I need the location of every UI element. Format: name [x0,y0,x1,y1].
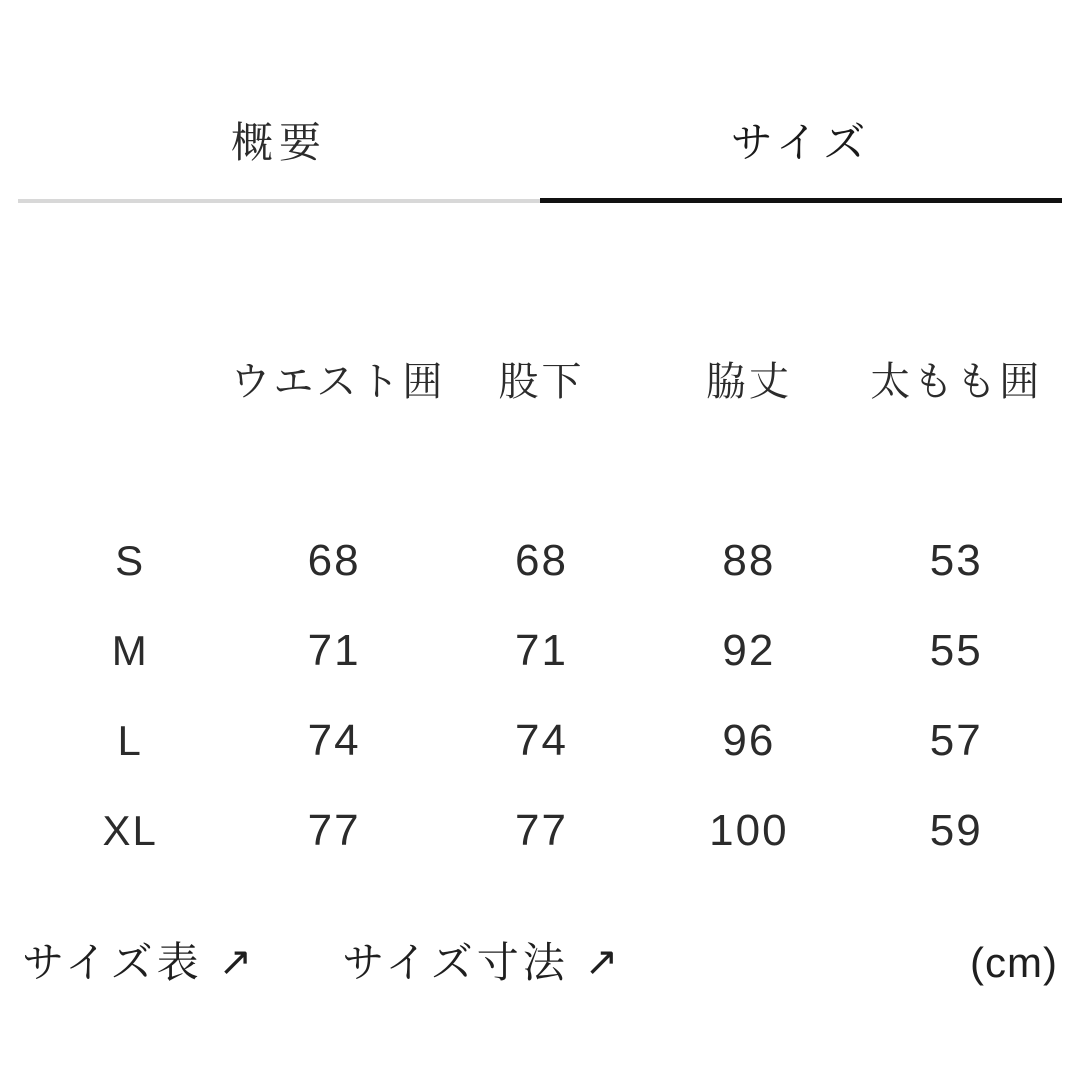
cell-xl-inseam: 77 [514,806,568,855]
tab-overview-label: 概要 [230,119,327,166]
size-chart-link[interactable] [22,930,256,990]
cell-s-thigh: 53 [929,536,983,585]
row-label-m: M [111,627,149,674]
footer-links [22,930,1058,990]
size-table-body [30,426,1060,876]
external-link-arrow-icon: ↗ [584,940,623,984]
cell-l-inseam: 74 [514,716,568,765]
cell-s-side-length: 88 [722,536,776,585]
table-spacer-row [30,426,1060,516]
row-label-s: S [115,537,146,584]
cell-s-inseam: 68 [514,536,568,585]
cell-xl-side-length: 100 [709,806,789,855]
size-measurement-link[interactable] [342,930,622,990]
tab-overview[interactable] [18,110,540,203]
table-row [30,696,1060,786]
cell-xl-waist: 77 [307,806,361,855]
column-header-waist: ウエスト囲 [230,359,446,404]
row-label-xl: XL [102,807,158,854]
column-header-inseam: 股下 [498,359,585,404]
table-row [30,606,1060,696]
cell-xl-thigh: 59 [929,806,983,855]
size-table-head [30,330,1060,426]
table-header-row [30,330,1060,426]
cell-l-thigh: 57 [929,716,983,765]
column-header-side-length: 脇丈 [705,359,792,404]
cell-m-thigh: 55 [929,626,983,675]
cell-m-side-length: 92 [722,626,776,675]
column-header-thigh: 太もも囲 [870,359,1043,404]
size-table [30,330,1060,876]
external-link-arrow-icon: ↗ [218,940,257,984]
cell-s-waist: 68 [307,536,361,585]
size-chart-link-label: サイズ表 [22,939,203,986]
size-measurement-link-label: サイズ寸法 [342,939,569,986]
table-row [30,516,1060,606]
unit-label: (cm) [970,939,1058,986]
tab-size[interactable] [540,110,1062,203]
tab-size-label: サイズ [730,119,872,166]
table-corner-header [30,330,230,426]
cell-l-waist: 74 [307,716,361,765]
cell-l-side-length: 96 [722,716,776,765]
table-row [30,786,1060,876]
tab-bar [18,110,1062,203]
cell-m-waist: 71 [307,626,361,675]
cell-m-inseam: 71 [514,626,568,675]
row-label-l: L [117,717,143,764]
